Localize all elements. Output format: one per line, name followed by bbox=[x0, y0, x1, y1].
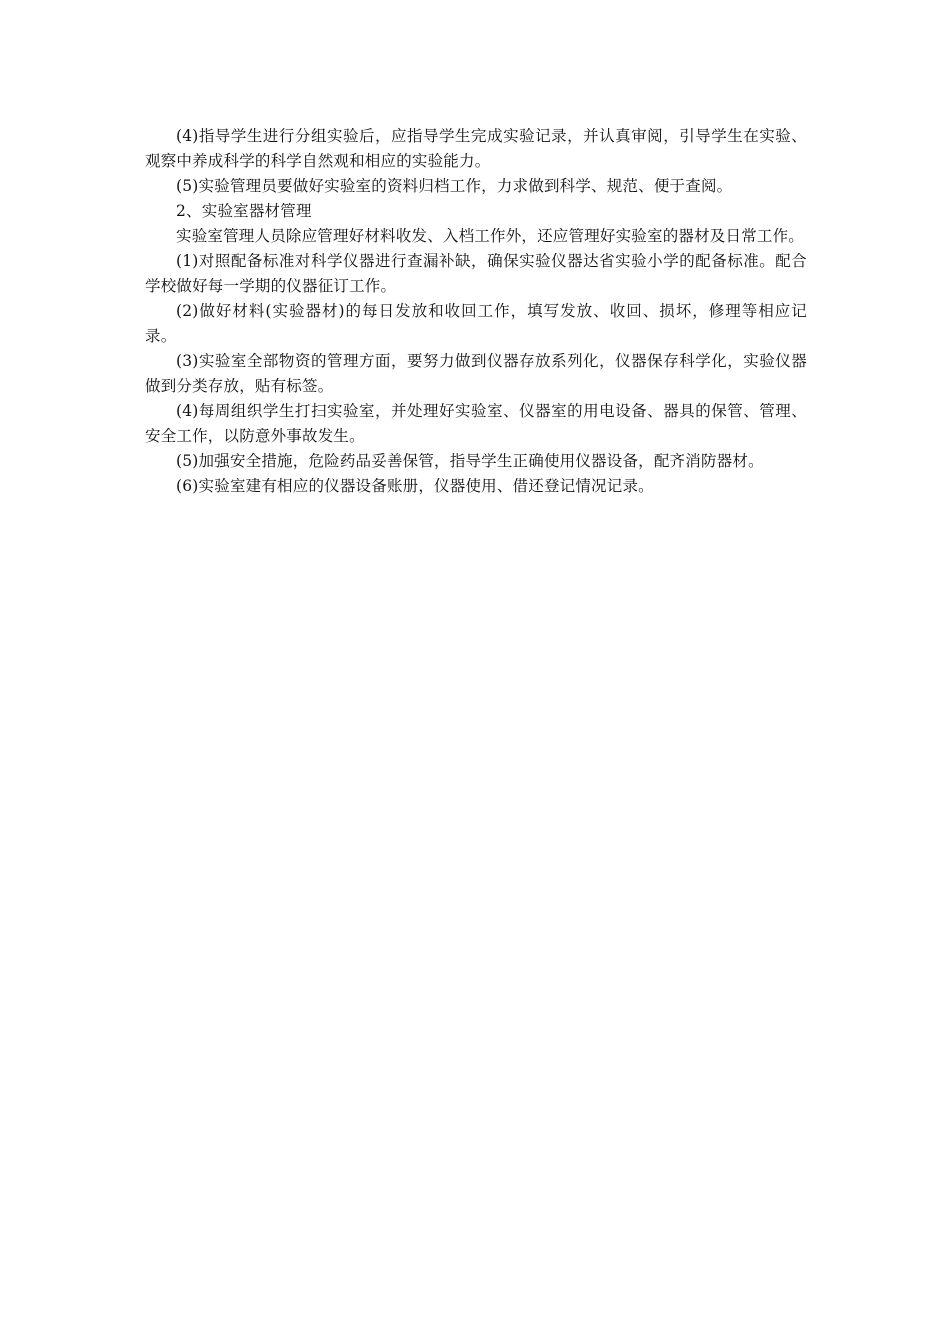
paragraph-manager-duties: 实验室管理人员除应管理好材料收发、入档工作外，还应管理好实验室的器材及日常工作。 bbox=[176, 227, 805, 245]
paragraph-equipment-ledger: (6)实验室建有相应的仪器设备账册，仪器使用、借还登记情况记录。 bbox=[176, 477, 654, 495]
section-heading-equipment-management: 2、实验室器材管理 bbox=[176, 202, 312, 220]
paragraph-experiment-records: (4)指导学生进行分组实验后，应指导学生完成实验记录，并认真审阅，引导学生在实验、观察中养成科学的科学自然观和相应的实验能力。 bbox=[145, 127, 807, 170]
paragraph-safety-measures: (5)加强安全措施，危险药品妥善保管，指导学生正确使用仪器设备，配齐消防器材。 bbox=[176, 452, 764, 470]
paragraph-storage-management: (3)实验室全部物资的管理方面，要努力做到仪器存放系列化，仪器保存科学化，实验仪器做到分类存放，贴有标签。 bbox=[145, 352, 807, 395]
paragraph-instrument-standards: (1)对照配备标准对科学仪器进行查漏补缺，确保实验仪器达省实验小学的配备标准。配合学校做好每一学期的仪器征订工作。 bbox=[145, 252, 807, 295]
paragraph-daily-distribution: (2)做好材料(实验器材)的每日发放和收回工作，填写发放、收回、损坏，修理等相应记录。 bbox=[145, 302, 807, 345]
paragraph-archive-work: (5)实验管理员要做好实验室的资料归档工作，力求做到科学、规范、便于查阅。 bbox=[176, 177, 733, 195]
paragraph-weekly-cleaning: (4)每周组织学生打扫实验室，并处理好实验室、仪器室的用电设备、器具的保管、管理、安全工作，以防意外事故发生。 bbox=[145, 402, 807, 445]
document-body bbox=[145, 124, 807, 499]
